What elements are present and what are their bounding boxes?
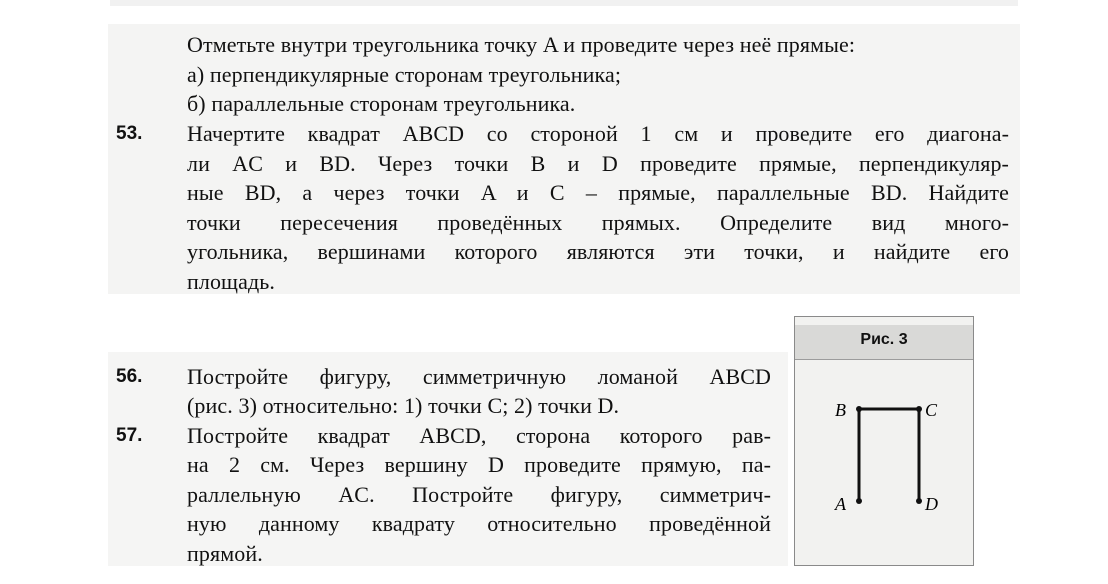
problem-56-number: 56. [116,366,143,387]
problem-57-line: раллельную AC. Постройте фигуру, симметрич- [187,482,771,507]
label-a: A [835,494,846,514]
problem-53-line: точки пересечения проведённых прямых. Определите вид много- [187,210,1009,235]
problem-57-line: ную данному квадрату относительно проведённой [187,511,771,536]
point-c [916,406,922,412]
problem-56-line: (рис. 3) относительно: 1) точки C; 2) точки D. [187,393,620,418]
problem-57-line: Постройте квадрат ABCD, сторона которого рав- [187,423,771,448]
polyline-abcd [859,409,919,501]
point-b [856,406,862,412]
problem-53-number: 53. [116,123,143,144]
task-item-b: б) параллельные сторонам треугольника. [187,91,576,116]
problem-57-line: на 2 см. Через вершину D проведите прямую, па- [187,452,771,477]
problem-56-line: Постройте фигуру, симметричную ломаной ABCD [187,364,771,389]
label-c: C [925,400,938,420]
problem-57-line: прямой. [187,541,263,566]
previous-page-fragment [110,0,1018,6]
problem-53-line: Начертите квадрат ABCD со стороной 1 см и проведите его диагона- [187,121,1009,146]
problem-57-number: 57. [116,425,143,446]
polyline-abcd-diagram [795,317,975,567]
problem-53-line: ли AC и BD. Через точки B и D проведите прямые, перпендикуляр- [187,151,1009,176]
problem-53-line: угольника, вершинами которого являются эти точки, и найдите его [187,239,1009,264]
point-a [856,498,862,504]
label-b: B [835,400,846,420]
figure-title: Рис. 3 [860,331,908,348]
task-item-a: а) перпендикулярные сторонам треугольника; [187,62,622,87]
label-d: D [925,494,938,514]
figure-3-box [794,316,974,566]
problem-53-line: площадь. [187,269,275,294]
problem-53-line: ные BD, а через точки A и C – прямые, параллельные BD. Найдите [187,180,1009,205]
point-d [916,498,922,504]
task-intro-line: Отметьте внутри треугольника точку A и проведите через неё прямые: [187,32,856,57]
